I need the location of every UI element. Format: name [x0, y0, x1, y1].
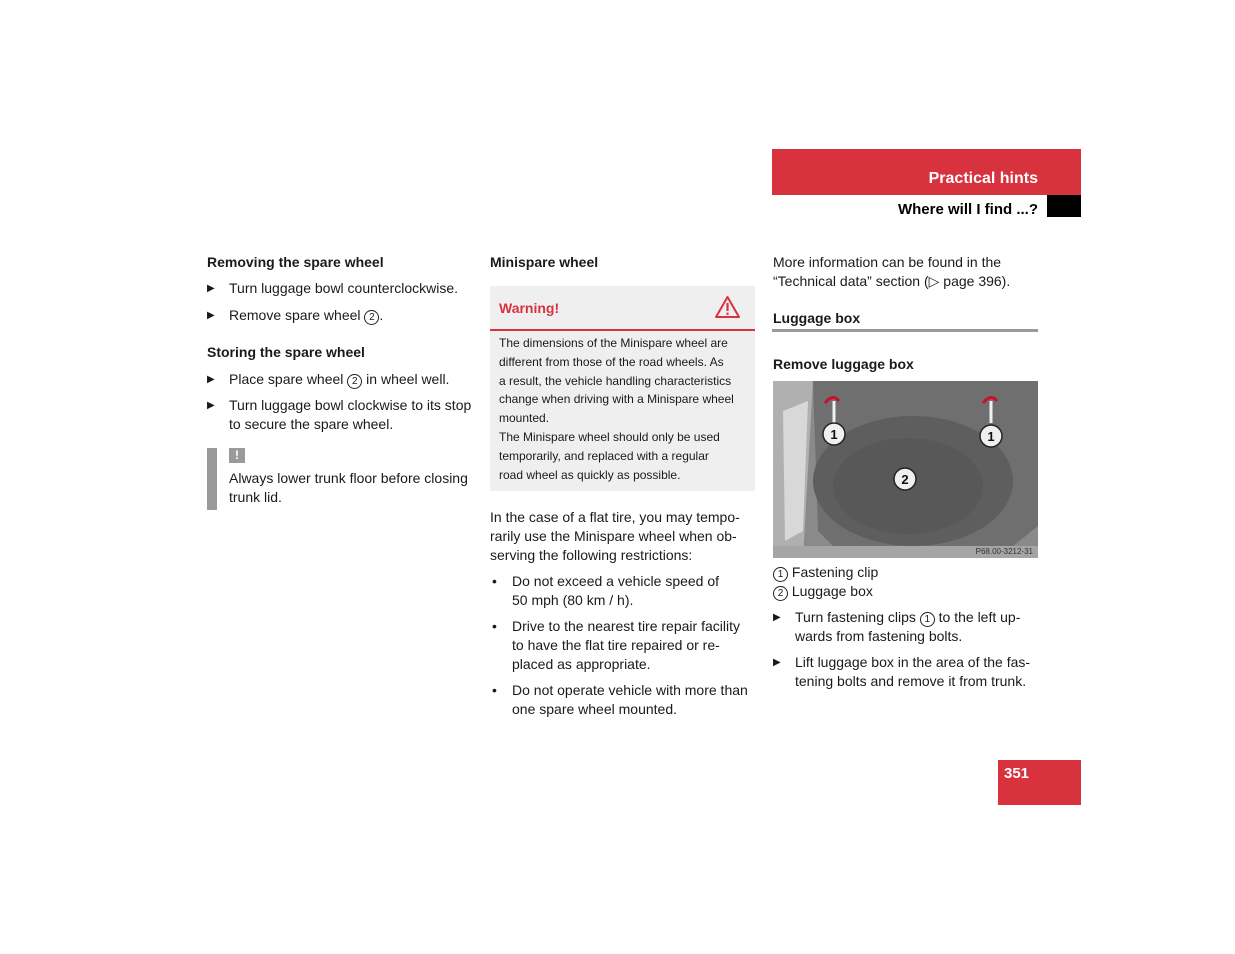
page-number: 351	[1004, 765, 1030, 782]
heading-rule	[772, 329, 1038, 332]
bullet-icon: •	[492, 618, 497, 634]
warning-title: Warning!	[499, 300, 560, 316]
warning-divider	[490, 329, 755, 331]
photo-code: P68.00-3212-31	[975, 547, 1033, 556]
list-item: • Do not exceed a vehicle speed of 50 mph (80 km / h).	[492, 573, 720, 608]
remove-luggage-box-heading: Remove luggage box	[773, 356, 914, 372]
legend-item-2: 2 Luggage box	[773, 582, 1043, 601]
luggage-step-2: ▶ Lift luggage box in the area of the fas- tening bolts and remove it from trunk.	[773, 654, 1031, 689]
header-marker	[1047, 195, 1081, 217]
photo-callout-2: 2	[901, 472, 909, 487]
warning-triangle-icon	[714, 295, 741, 319]
intro-paragraph: In the case of a flat tire, you may tempo- rarily use the Minispare wheel when ob- serving the following restrictions:	[490, 509, 740, 563]
legend-item-1: 1 Fastening clip	[773, 563, 1043, 582]
minispare-heading: Minispare wheel	[490, 254, 599, 270]
arrow-right-icon: ▶	[207, 310, 215, 321]
info-paragraph: More information can be found in the “Technical data” section (▷ page 396).	[773, 254, 1011, 289]
callout-1: 1	[920, 612, 935, 627]
removing-heading: Removing the spare wheel	[207, 254, 384, 270]
photo-callout-1: 1	[987, 429, 995, 444]
storing-step-1: ▶ Place spare wheel 2 in wheel well.	[207, 371, 450, 387]
exclamation-icon: !	[229, 448, 245, 463]
arrow-right-icon: ▶	[207, 400, 215, 411]
luggage-box-photo	[773, 381, 1038, 558]
note-text: Always lower trunk floor before closing trunk lid.	[229, 470, 468, 505]
section-title: Practical hints	[928, 170, 1038, 187]
list-item: • Drive to the nearest tire repair facility to have the flat tire repaired or re- placed as appropriate.	[492, 618, 740, 672]
minispare-body	[490, 508, 755, 719]
left-column	[207, 253, 472, 434]
storing-step-2: ▶ Turn luggage bowl clockwise to its stop to secure the spare wheel.	[207, 397, 472, 432]
luggage-step-1: ▶ Turn fastening clips 1 to the left up- wards from fastening bolts.	[773, 609, 1021, 644]
list-item: • Do not operate vehicle with more than one spare wheel mounted.	[492, 682, 748, 717]
bullet-icon: •	[492, 573, 497, 589]
arrow-right-icon: ▶	[207, 374, 215, 385]
removing-step-2: ▶ Remove spare wheel 2 .	[207, 307, 384, 323]
warning-text: The dimensions of the Minispare wheel are different from those of the road wheels. As a result, the vehicle handling characteristics change when driving with a Minispare wheel mounted. The Minispare wheel should only be used temporarily, and replaced with a regular road wheel as quickly as possible.	[499, 336, 734, 482]
arrow-right-icon: ▶	[207, 283, 215, 294]
subsection-title: Where will I find ...?	[897, 201, 1038, 218]
arrow-right-icon: ▶	[773, 612, 781, 623]
photo-callout-1: 1	[830, 427, 838, 442]
callout-2: 2	[364, 310, 379, 325]
bullet-icon: •	[492, 682, 497, 698]
removing-step-1: ▶ Turn luggage bowl counterclockwise.	[207, 280, 459, 296]
storing-heading: Storing the spare wheel	[207, 344, 365, 360]
luggage-box-heading: Luggage box	[773, 310, 861, 326]
callout-2: 2	[347, 374, 362, 389]
arrow-right-icon: ▶	[773, 657, 781, 668]
note-bar	[207, 448, 217, 510]
right-body	[773, 563, 1043, 691]
